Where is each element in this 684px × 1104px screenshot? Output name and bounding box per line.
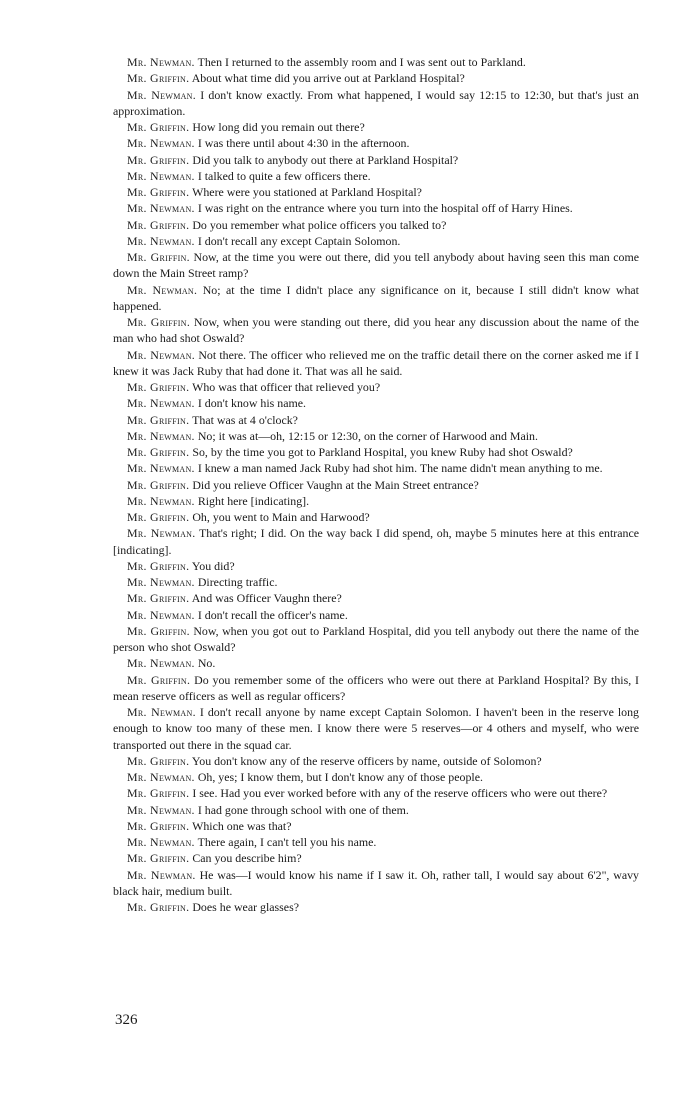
- speaker-name: Mr. Newman.: [127, 575, 195, 589]
- transcript-paragraph: [113, 785, 639, 801]
- speaker-text: Not there. The officer who relieved me on the traffic detail there on the corner asked me if I knew it was Jack Ruby that had done it. That was all he said.: [113, 347, 639, 378]
- speaker-text: You did?: [191, 558, 235, 573]
- speaker-name: Mr. Newman.: [127, 802, 195, 817]
- transcript-paragraph: [113, 200, 639, 216]
- transcript-paragraph: [113, 574, 639, 590]
- transcript-paragraph: [113, 590, 639, 606]
- testimony-transcript: [113, 54, 639, 915]
- transcript-paragraph: [113, 395, 639, 411]
- speaker-text: Where were you stationed at Parkland Hospital?: [192, 185, 422, 199]
- speaker-name: Mr. Griffin.: [127, 445, 190, 459]
- speaker-text: So, by the time you got to Parkland Hospital, you knew Ruby had shot Oswald?: [192, 445, 573, 459]
- speaker-name: Mr. Griffin.: [127, 851, 190, 866]
- speaker-name: Mr. Griffin.: [127, 412, 190, 427]
- speaker-name: Mr. Newman.: [127, 705, 196, 719]
- transcript-paragraph: [113, 184, 639, 200]
- speaker-name: Mr. Newman.: [127, 136, 195, 151]
- transcript-paragraph: [113, 282, 639, 315]
- transcript-paragraph: [113, 558, 639, 574]
- speaker-text: Directing traffic.: [197, 575, 278, 589]
- speaker-text: I see. Had you ever worked before with any of the reserve officers who were out there?: [192, 786, 608, 801]
- transcript-paragraph: [113, 119, 639, 135]
- speaker-name: Mr. Newman.: [127, 282, 198, 297]
- speaker-text: No; at the time I didn't place any significance on it, because I still didn't know what happened.: [113, 282, 639, 313]
- speaker-name: Mr. Newman.: [127, 55, 195, 69]
- speaker-text: Which one was that?: [192, 818, 292, 833]
- speaker-name: Mr. Griffin.: [127, 558, 190, 573]
- transcript-paragraph: [113, 672, 639, 705]
- speaker-text: I don't recall the officer's name.: [197, 607, 348, 622]
- transcript-paragraph: [113, 834, 639, 850]
- speaker-name: Mr. Newman.: [127, 867, 196, 882]
- speaker-text: I knew a man named Jack Ruby had shot him. The name didn't mean anything to me.: [197, 461, 603, 476]
- speaker-text: Can you describe him?: [192, 851, 302, 866]
- speaker-text: Now, at the time you were out there, did you tell anybody about having seen this man come down the Main Street ramp?: [113, 250, 639, 281]
- speaker-text: You don't know any of the reserve officers by name, outside of Solomon?: [191, 753, 542, 768]
- speaker-name: Mr. Griffin.: [127, 591, 190, 606]
- speaker-name: Mr. Newman.: [127, 526, 196, 541]
- speaker-name: Mr. Griffin.: [127, 250, 190, 264]
- speaker-text: I don't recall any except Captain Solomon.: [197, 233, 401, 248]
- transcript-paragraph: [113, 899, 639, 915]
- speaker-name: Mr. Griffin.: [127, 900, 190, 914]
- transcript-paragraph: [113, 655, 639, 671]
- transcript-paragraph: [113, 477, 639, 493]
- speaker-text: And was Officer Vaughn there?: [191, 591, 342, 606]
- speaker-text: Then I returned to the assembly room and I was sent out to Parkland.: [197, 55, 526, 69]
- transcript-paragraph: [113, 769, 639, 785]
- transcript-paragraph: [113, 802, 639, 818]
- transcript-paragraph: [113, 850, 639, 866]
- speaker-text: Oh, yes; I know them, but I don't know any of those people.: [197, 770, 483, 784]
- transcript-paragraph: [113, 460, 639, 476]
- speaker-text: How long did you remain out there?: [192, 120, 365, 134]
- speaker-name: Mr. Newman.: [127, 835, 195, 849]
- page-number: 326: [115, 1012, 138, 1028]
- transcript-paragraph: [113, 347, 639, 380]
- speaker-name: Mr. Griffin.: [127, 120, 190, 134]
- transcript-paragraph: [113, 168, 639, 184]
- speaker-text: Right here [indicating].: [197, 493, 310, 508]
- transcript-paragraph: [113, 818, 639, 834]
- speaker-text: No; it was at—oh, 12:15 or 12:30, on the corner of Harwood and Main.: [197, 428, 538, 443]
- speaker-text: I don't recall anyone by name except Captain Solomon. I haven't been in the reserve long enough to know too many of these men. I know there were 5 reserves—or 4 others and myself, who were transported out there in the squad car.: [113, 705, 639, 752]
- speaker-name: Mr. Newman.: [127, 656, 195, 671]
- speaker-name: Mr. Newman.: [127, 233, 195, 248]
- speaker-text: Now, when you got out to Parkland Hospital, did you tell anybody out there the name of the person who shot Oswald?: [113, 623, 639, 654]
- transcript-paragraph: [113, 87, 639, 120]
- speaker-name: Mr. Griffin.: [127, 672, 191, 687]
- speaker-text: There again, I can't tell you his name.: [197, 835, 377, 849]
- speaker-name: Mr. Newman.: [127, 87, 197, 102]
- speaker-text: I talked to quite a few officers there.: [197, 168, 371, 183]
- transcript-paragraph: [113, 623, 639, 656]
- speaker-text: He was—I would know his name if I saw it. Oh, rather tall, I would say about 6'2", wavy black hair, medium built.: [113, 867, 639, 898]
- speaker-name: Mr. Griffin.: [127, 623, 190, 638]
- transcript-paragraph: [113, 428, 639, 444]
- speaker-name: Mr. Newman.: [127, 396, 195, 411]
- speaker-name: Mr. Newman.: [127, 428, 195, 443]
- speaker-name: Mr. Griffin.: [127, 380, 190, 394]
- transcript-paragraph: [113, 444, 639, 460]
- speaker-name: Mr. Griffin.: [127, 753, 190, 768]
- speaker-name: Mr. Griffin.: [127, 477, 190, 492]
- speaker-text: Do you remember what police officers you talked to?: [192, 217, 447, 232]
- speaker-text: Did you talk to anybody out there at Parkland Hospital?: [192, 152, 459, 167]
- transcript-paragraph: [113, 509, 639, 525]
- transcript-paragraph: [113, 525, 639, 558]
- transcript-paragraph: [113, 135, 639, 151]
- speaker-text: Now, when you were standing out there, did you hear any discussion about the name of the man who had shot Oswald?: [113, 315, 639, 346]
- transcript-paragraph: [113, 152, 639, 168]
- speaker-name: Mr. Newman.: [127, 201, 195, 216]
- speaker-text: Who was that officer that relieved you?: [192, 380, 381, 394]
- speaker-name: Mr. Newman.: [127, 168, 195, 183]
- transcript-paragraph: [113, 493, 639, 509]
- speaker-text: I don't know his name.: [197, 396, 306, 411]
- speaker-text: I was there until about 4:30 in the afternoon.: [197, 136, 410, 151]
- speaker-name: Mr. Griffin.: [127, 217, 190, 232]
- speaker-name: Mr. Griffin.: [127, 510, 190, 524]
- transcript-paragraph: [113, 249, 639, 282]
- speaker-text: No.: [197, 656, 216, 671]
- speaker-text: Oh, you went to Main and Harwood?: [192, 510, 370, 524]
- speaker-name: Mr. Griffin.: [127, 315, 191, 329]
- speaker-name: Mr. Griffin.: [127, 786, 190, 801]
- transcript-paragraph: [113, 233, 639, 249]
- speaker-text: I don't know exactly. From what happened, I would say 12:15 to 12:30, but that's just an approximation.: [113, 87, 640, 118]
- speaker-name: Mr. Newman.: [127, 461, 195, 476]
- speaker-name: Mr. Newman.: [127, 607, 195, 622]
- speaker-name: Mr. Griffin.: [127, 71, 190, 86]
- transcript-paragraph: [113, 704, 639, 753]
- transcript-paragraph: [113, 607, 639, 623]
- transcript-paragraph: [113, 867, 639, 900]
- speaker-text: Did you relieve Officer Vaughn at the Main Street entrance?: [192, 477, 479, 492]
- speaker-name: Mr. Griffin.: [127, 818, 190, 833]
- speaker-text: That was at 4 o'clock?: [192, 412, 298, 427]
- speaker-text: That's right; I did. On the way back I did spend, oh, maybe 5 minutes here at this entrance [indicating].: [113, 526, 640, 557]
- speaker-text: About what time did you arrive out at Parkland Hospital?: [191, 71, 465, 86]
- transcript-paragraph: [113, 54, 639, 70]
- speaker-name: Mr. Griffin.: [127, 152, 190, 167]
- speaker-name: Mr. Newman.: [127, 347, 196, 362]
- speaker-name: Mr. Griffin.: [127, 185, 190, 199]
- speaker-text: Does he wear glasses?: [192, 900, 299, 914]
- transcript-paragraph: [113, 753, 639, 769]
- speaker-name: Mr. Newman.: [127, 770, 195, 784]
- transcript-paragraph: [113, 217, 639, 233]
- transcript-paragraph: [113, 379, 639, 395]
- transcript-paragraph: [113, 412, 639, 428]
- speaker-name: Mr. Newman.: [127, 493, 195, 508]
- speaker-text: Do you remember some of the officers who were out there at Parkland Hospital? By this, I mean reserve officers as well as regular officers?: [113, 672, 639, 703]
- transcript-paragraph: [113, 314, 639, 347]
- speaker-text: I had gone through school with one of them.: [197, 802, 409, 817]
- transcript-paragraph: [113, 70, 639, 86]
- speaker-text: I was right on the entrance where you turn into the hospital off of Harry Hines.: [197, 201, 573, 216]
